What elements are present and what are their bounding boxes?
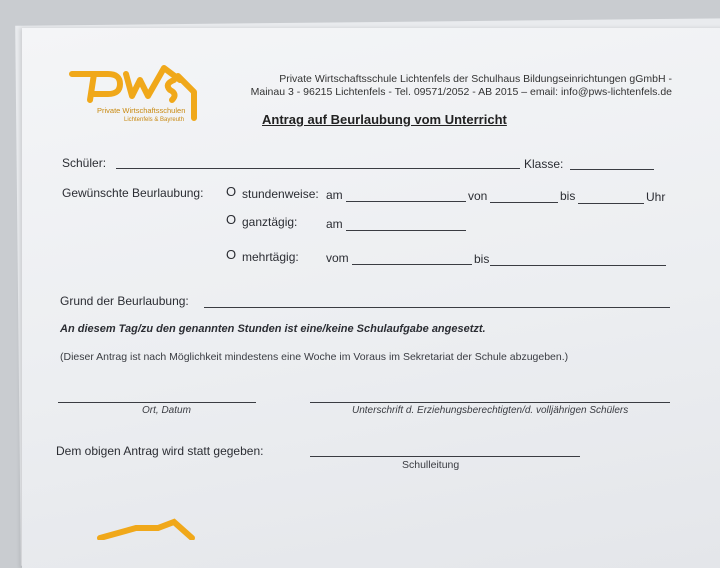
mehrtaegig-bis-label: bis: [474, 252, 490, 266]
stundenweise-am-label: am: [326, 188, 343, 202]
stundenweise-bis-label: bis: [560, 189, 576, 203]
mehrtaegig-label: mehrtägig:: [242, 250, 299, 264]
stundenweise-bis-field[interactable]: [578, 203, 644, 204]
logo-line2: Lichtenfels & Bayreuth: [124, 117, 185, 123]
grund-field[interactable]: [204, 307, 670, 308]
uhr-label: Uhr: [646, 190, 666, 204]
mehrtaegig-vom-field[interactable]: [352, 264, 472, 265]
schulaufgabe-notice: An diesem Tag/zu den genannten Stunden ist eine/keine Schulaufgabe angesetzt.: [60, 323, 486, 335]
mehrtaegig-radio[interactable]: O: [226, 247, 237, 262]
stundenweise-date-field[interactable]: [346, 201, 466, 202]
stundenweise-von-label: von: [468, 189, 488, 203]
stundenweise-von-field[interactable]: [490, 202, 558, 203]
ort-datum-field[interactable]: [58, 402, 256, 403]
ganztaegig-radio[interactable]: O: [226, 212, 237, 227]
grund-label: Grund der Beurlaubung:: [60, 294, 189, 308]
stundenweise-radio[interactable]: O: [226, 184, 237, 199]
submission-note: (Dieser Antrag ist nach Möglichkeit mindestens eine Woche im Voraus im Sekretariat der Schule abzugeben.): [60, 351, 569, 363]
klasse-field[interactable]: [570, 169, 654, 170]
ganztaegig-date-field[interactable]: [346, 230, 466, 231]
schueler-label: Schüler:: [62, 156, 107, 170]
schulleitung-caption: Schulleitung: [402, 459, 460, 471]
form-title: Antrag auf Beurlaubung vom Unterricht: [262, 112, 507, 127]
next-page-logo-icon: [96, 516, 206, 540]
klasse-label: Klasse:: [524, 157, 564, 171]
mehrtaegig-vom-label: vom: [326, 251, 349, 265]
approval-label: Dem obigen Antrag wird statt gegeben:: [56, 444, 264, 458]
unterschrift-field[interactable]: [310, 402, 670, 403]
mehrtaegig-bis-field[interactable]: [490, 265, 666, 266]
header-line1: Private Wirtschaftsschule Lichtenfels der Schulhaus Bildungseinrichtungen gGmbH -: [279, 73, 672, 85]
stundenweise-label: stundenweise:: [242, 187, 319, 201]
ganztaegig-am-label: am: [326, 217, 343, 231]
schulleitung-field[interactable]: [310, 456, 580, 457]
ganztaegig-label: ganztägig:: [242, 215, 298, 229]
unterschrift-caption: Unterschrift d. Erziehungsberechtigten/d. volljährigen Schülers: [352, 405, 629, 416]
schueler-field[interactable]: [116, 168, 520, 169]
logo-line1: Private Wirtschaftsschulen: [97, 106, 186, 115]
beurlaubung-label: Gewünschte Beurlaubung:: [62, 186, 204, 200]
header-line2: Mainau 3 - 96215 Lichtenfels - Tel. 09571/2052 - AB 2015 – email: info@pws-lichtenfels.de: [250, 86, 672, 98]
ort-datum-caption: Ort, Datum: [142, 405, 191, 416]
